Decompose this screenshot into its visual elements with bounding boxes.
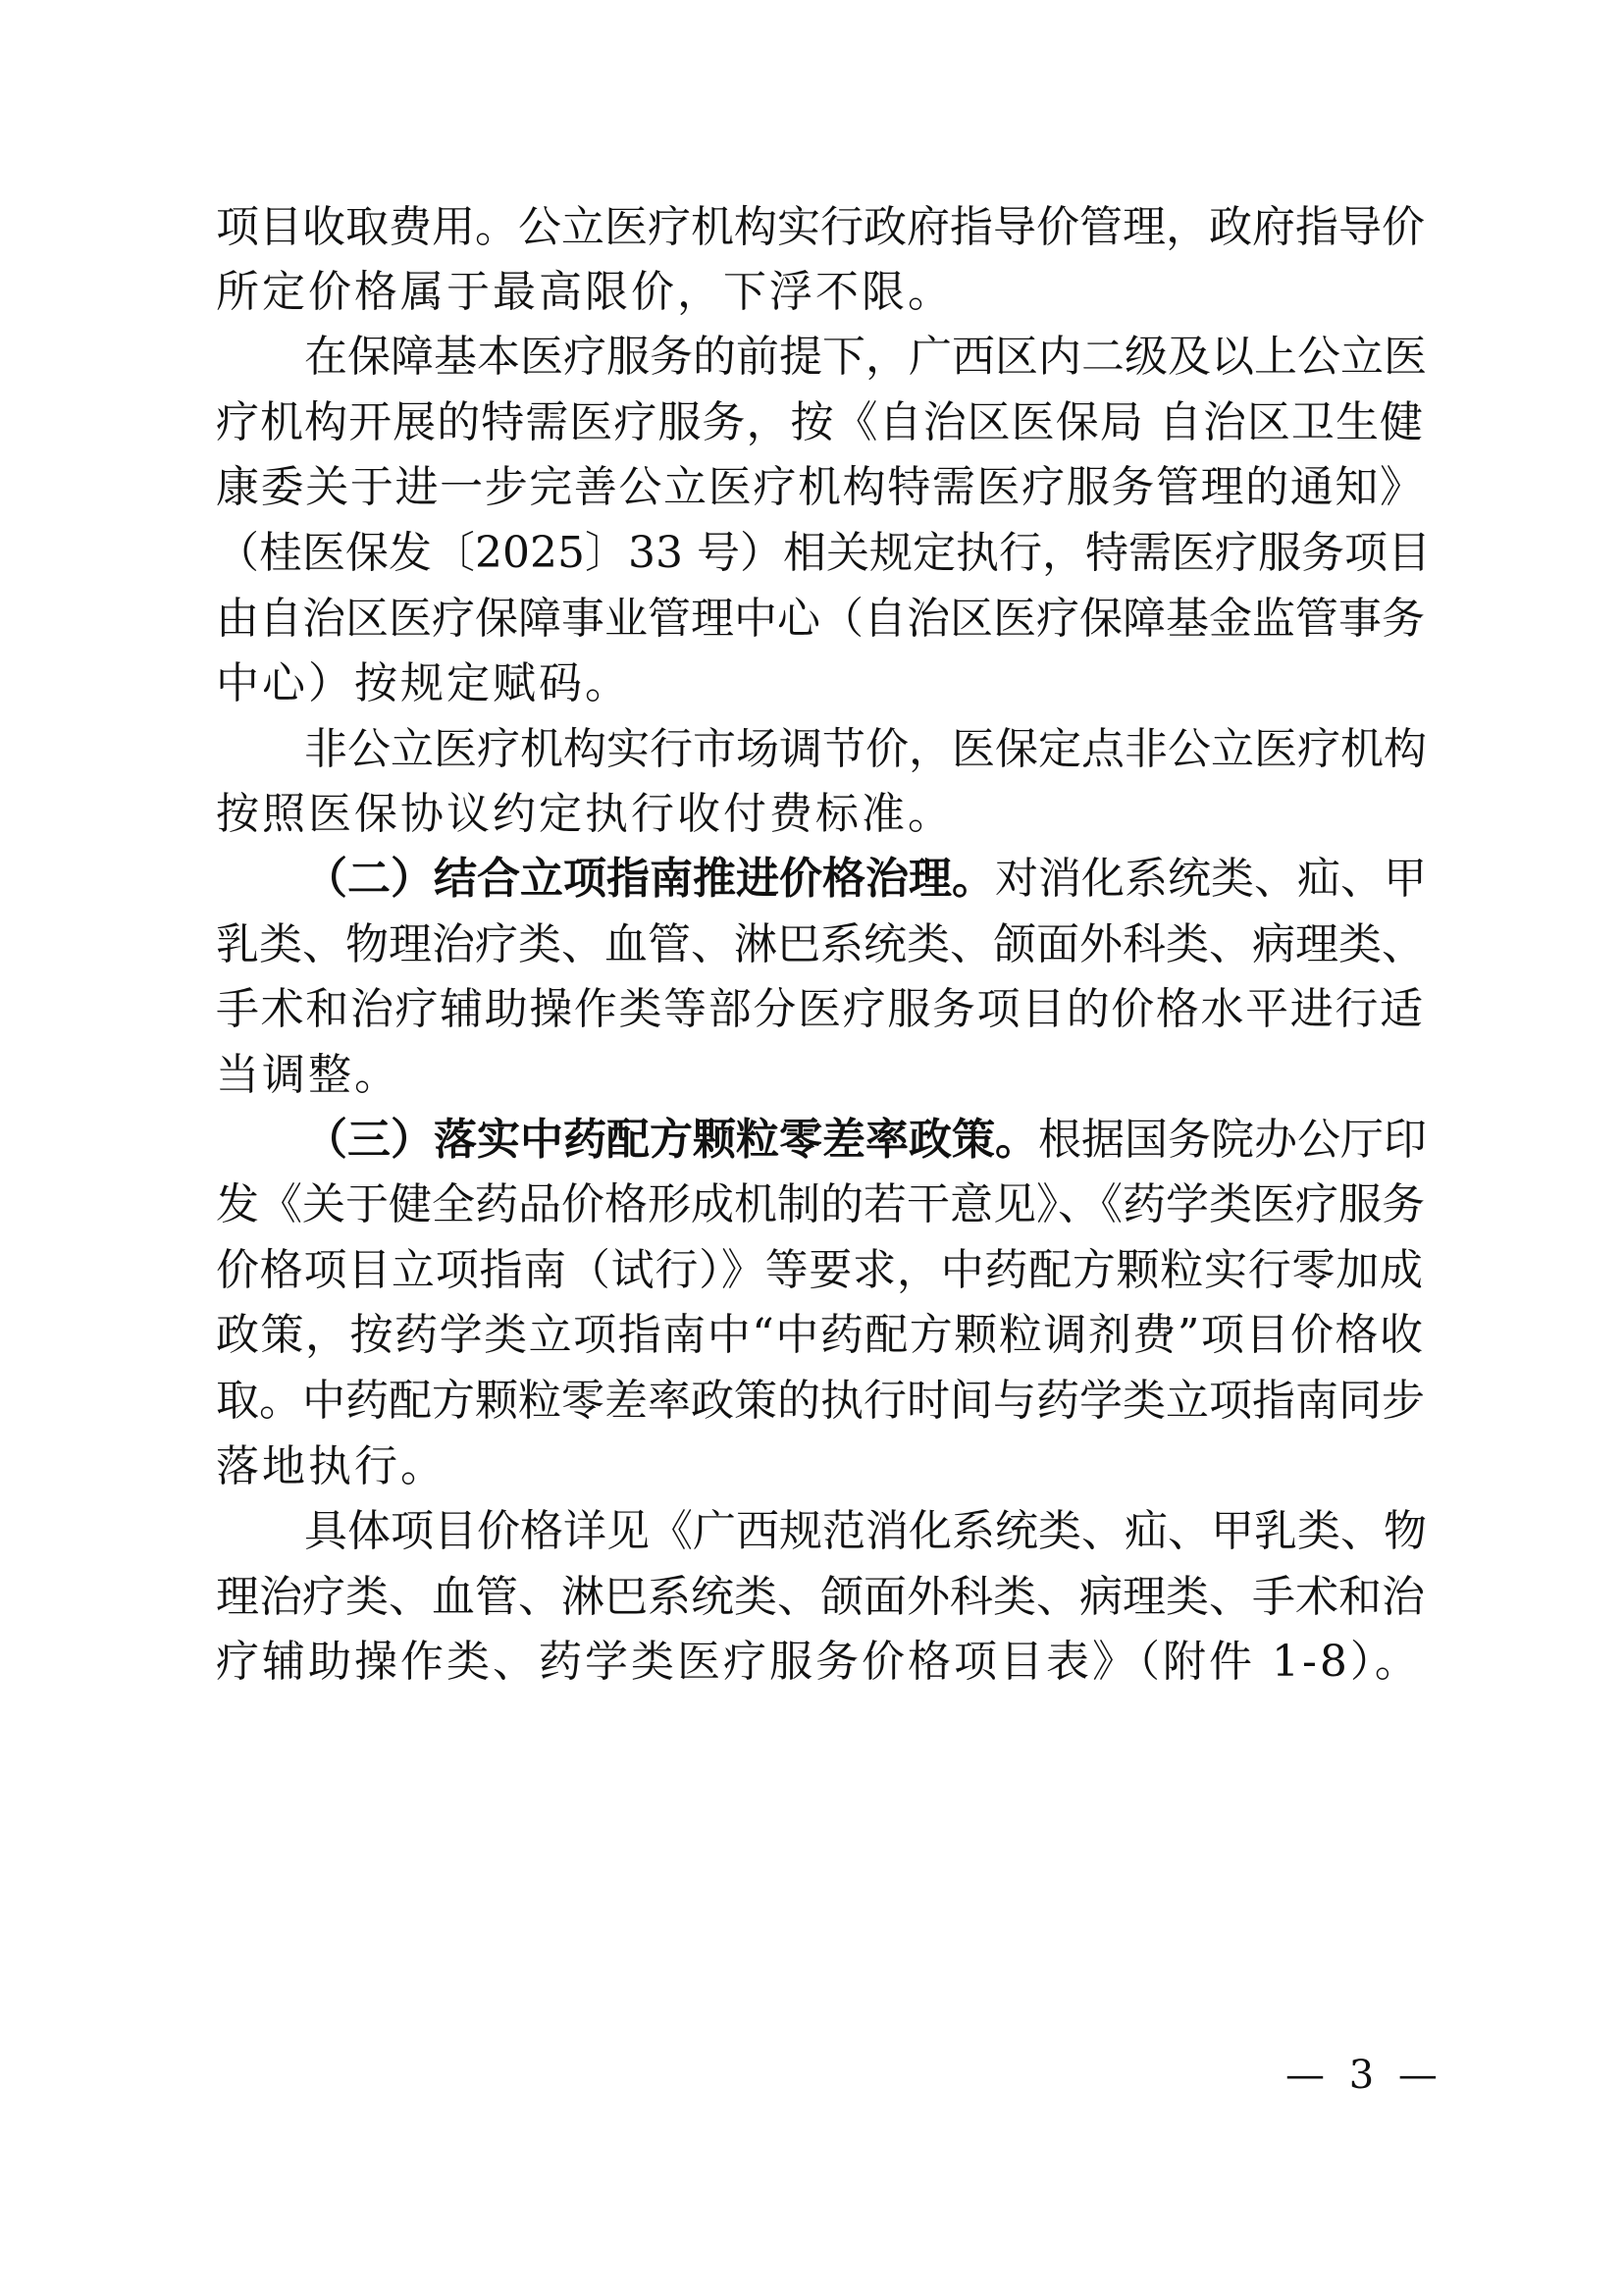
page-number: — 3 — [1285,2053,1443,2098]
body-text-line: 取。中药配方颗粒零差率政策的执行时间与药学类立项指南同步 [216,1376,1425,1426]
body-text-line: 手术和治疗辅助操作类等部分医疗服务项目的价格水平进行适 [216,984,1423,1034]
body-text-line: 在保障基本医疗服务的前提下，广西区内二级及以上公立医 [304,332,1427,382]
body-text-line: 按照医保协议约定执行收付费标准。 [216,789,954,839]
body-text-line: 康委关于进一步完善公立医疗机构特需医疗服务管理的通知》 [216,462,1423,512]
body-text-line: 发《关于健全药品价格形成机制的若干意见》、《药学类医疗服务 [216,1179,1425,1229]
body-text-line: （桂医保发〔2025〕33 号）相关规定执行，特需医疗服务项目 [216,528,1431,578]
body-text-line: 项目收取费用。公立医疗机构实行政府指导价管理，政府指导价 [216,202,1425,252]
section-heading: （三）落实中药配方颗粒零差率政策。 [304,1115,1038,1165]
body-text-line: 具体项目价格详见《广西规范消化系统类、疝、甲乳类、物 [304,1506,1427,1556]
body-text-line: 当调整。 [216,1050,400,1100]
body-text-line: 由自治区医疗保障事业管理中心（自治区医疗保障基金监管事务 [216,594,1425,644]
body-text-line: 理治疗类、血管、淋巴系统类、颌面外科类、病理类、手术和治 [216,1572,1425,1622]
body-text-line: 乳类、物理治疗类、血管、淋巴系统类、颌面外科类、病理类、 [216,919,1425,969]
body-text: 根据国务院办公厅印 [1038,1115,1427,1165]
body-text-line: 疗机构开展的特需医疗服务，按《自治区医保局 自治区卫生健 [216,397,1423,447]
section-heading-line [304,1111,1427,1170]
body-text-line: 价格项目立项指南（试行）》等要求，中药配方颗粒实行零加成 [216,1245,1423,1295]
body-text-line: 疗辅助操作类、药学类医疗服务价格项目表》（附件 1-8）。 [216,1637,1421,1687]
body-text-line: 落地执行。 [216,1441,446,1491]
body-text-line: 政策，按药学类立项指南中“中药配方颗粒调剂费”项目价格收 [216,1310,1423,1360]
body-text: 对消化系统类、疝、甲 [995,854,1427,904]
body-text-line: 所定价格属于最高限价，下浮不限。 [216,267,954,317]
section-heading-line [304,850,1427,909]
section-heading: （二）结合立项指南推进价格治理。 [304,854,995,904]
body-text-line: 中心）按规定赋码。 [216,658,631,708]
body-text-line: 非公立医疗机构实行市场调节价，医保定点非公立医疗机构 [304,724,1427,774]
